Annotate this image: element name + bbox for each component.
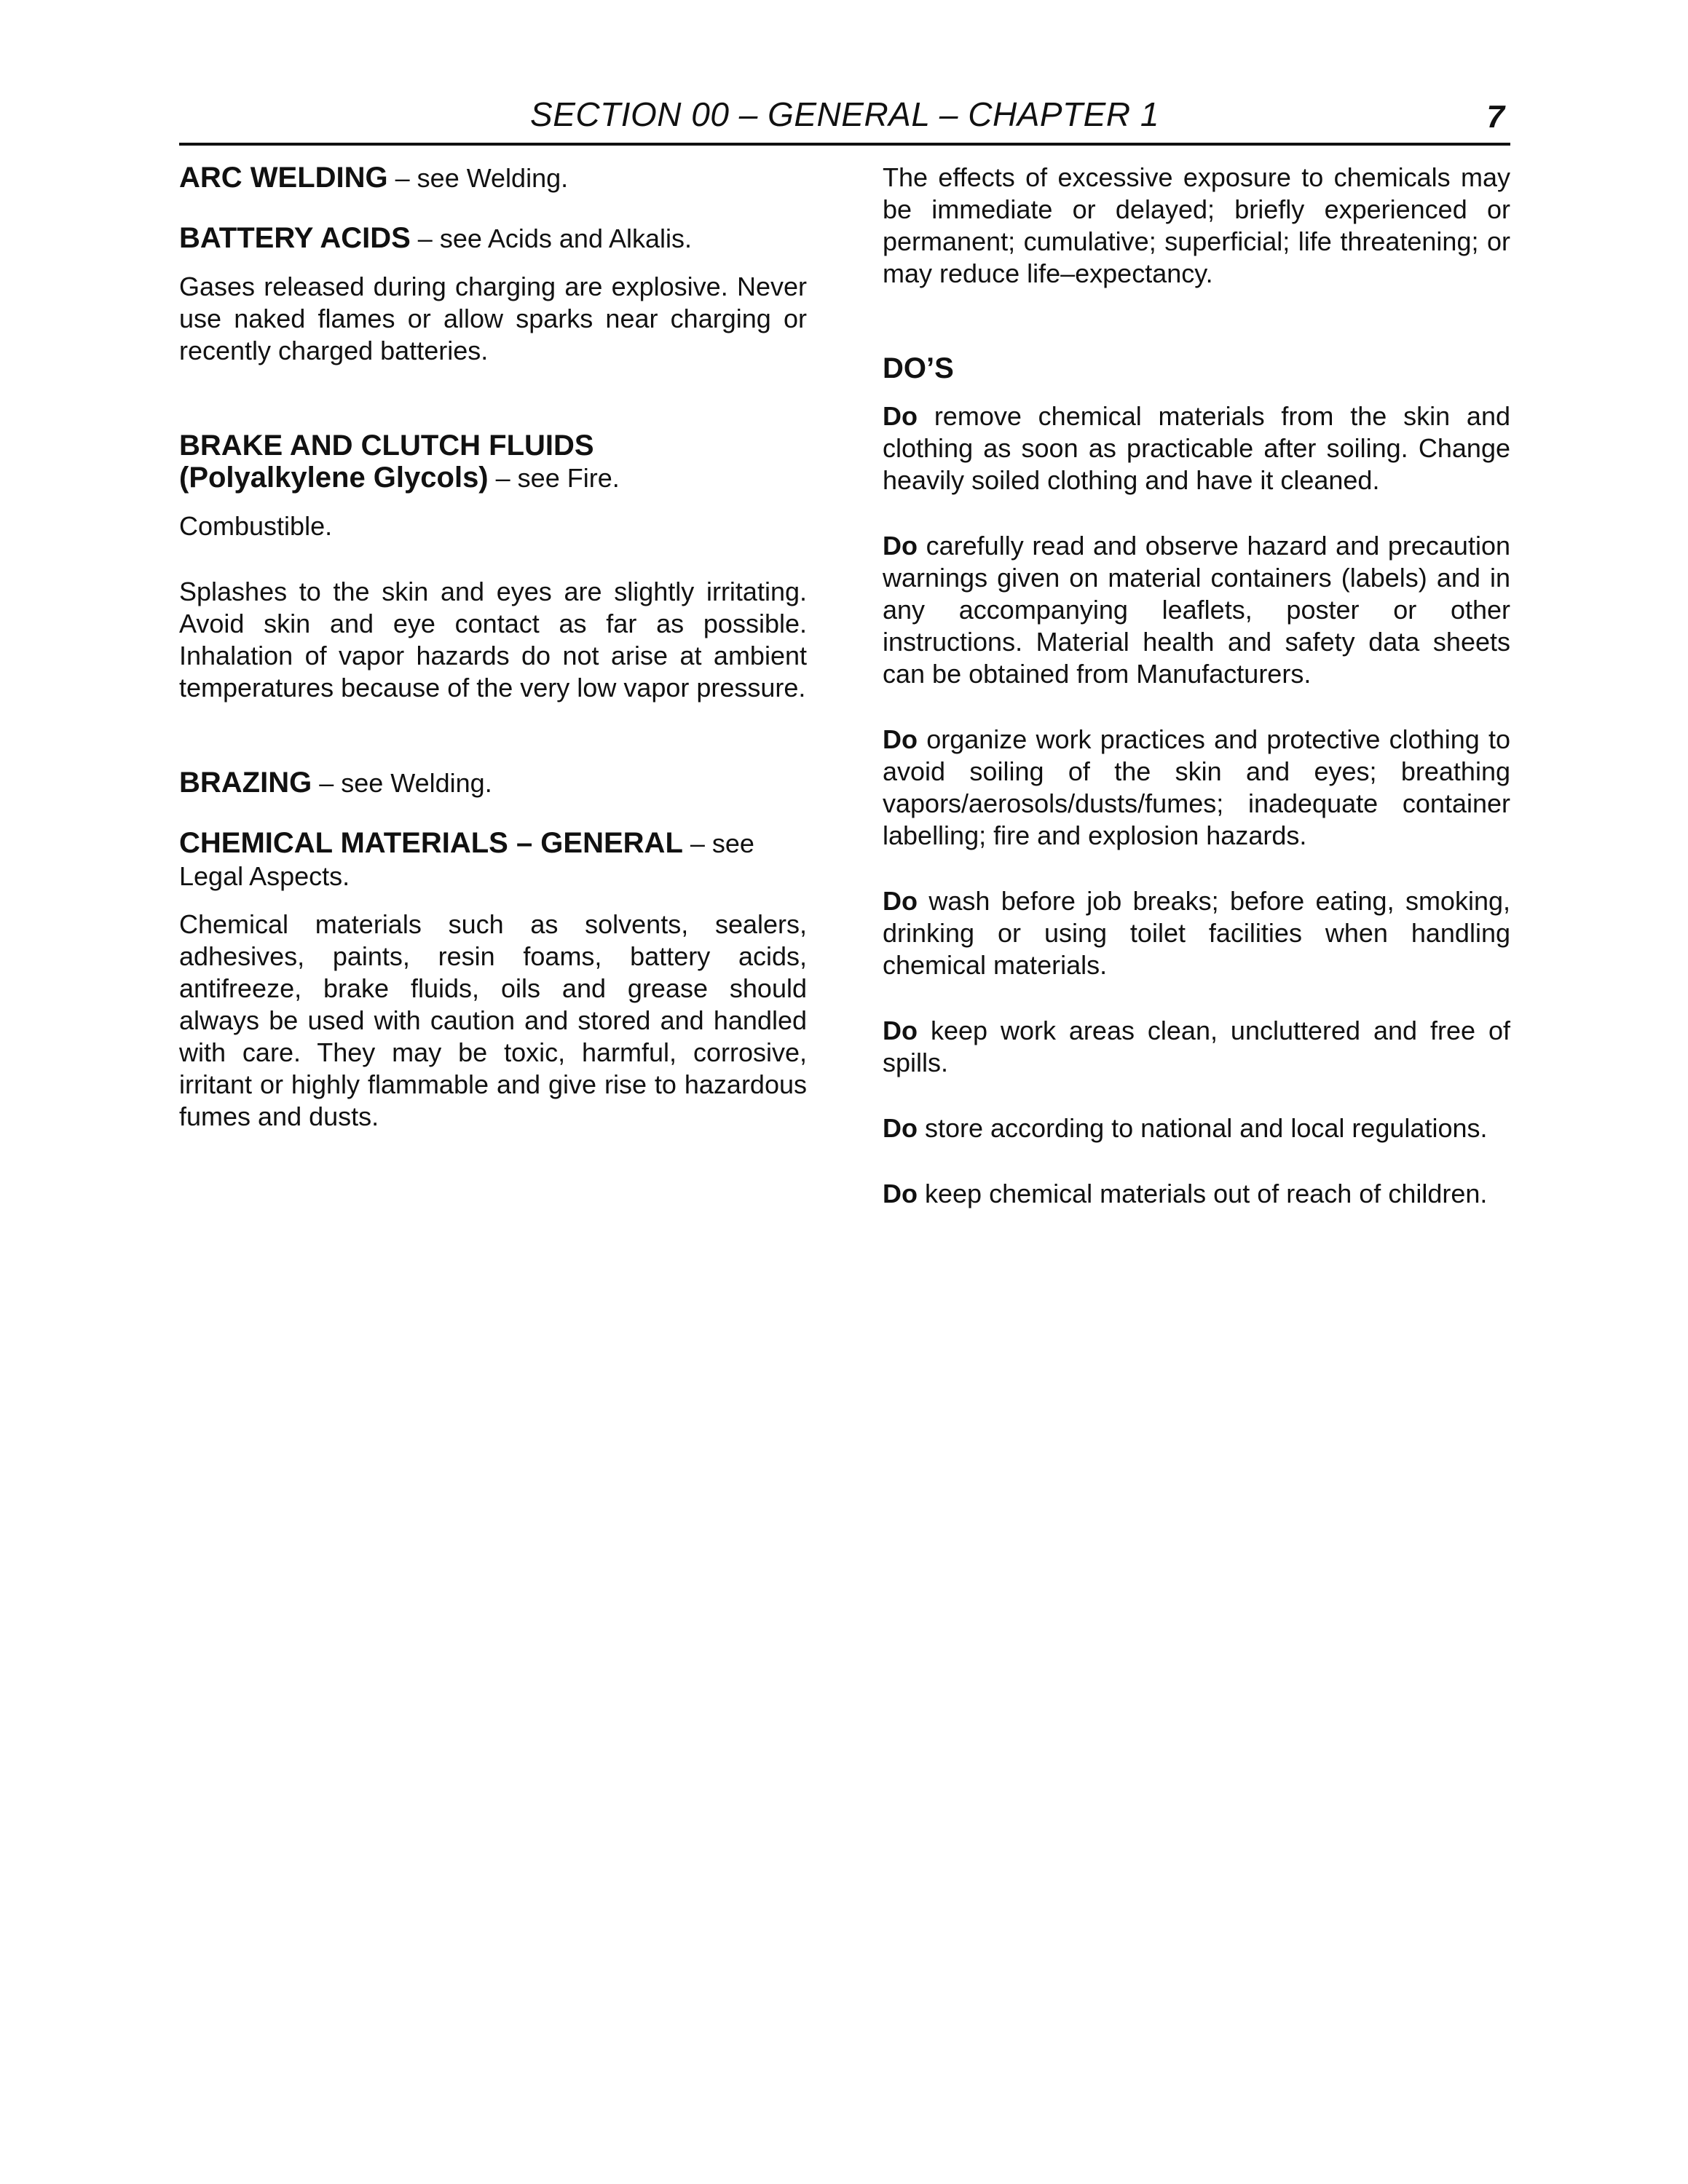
term-brake-fluids-sub: (Polyalkylene Glycols) [179, 462, 489, 494]
page-header [179, 90, 1510, 146]
do-word: Do [883, 886, 918, 916]
term-chemical-materials: CHEMICAL MATERIALS – GENERAL [179, 827, 683, 859]
do-item [883, 1015, 1510, 1079]
entry-arc-welding [179, 162, 807, 194]
do-word: Do [883, 1113, 918, 1143]
term-brake-fluids: BRAKE AND CLUTCH FLUIDS [179, 430, 594, 462]
brake-fluids-text-1: Combustible. [179, 511, 333, 541]
page-number: 7 [1486, 99, 1504, 135]
see-reference: – see Fire. [488, 463, 620, 493]
do-word: Do [883, 531, 918, 561]
do-text: organize work practices and protective clothing to avoid soiling of the skin and eyes; breathing vapors/aerosols/dusts/fumes; inadequate container labelling; fire and explosion hazards. [883, 724, 1510, 850]
left-column [179, 162, 807, 1133]
do-item [883, 530, 1510, 690]
brake-fluids-text-2: Splashes to the skin and eyes are slightly irritating. Avoid skin and eye contact as far as possible. Inhalation of vapor hazards do not arise at ambient temperatures because of the very low vapor pressure. [179, 577, 807, 703]
do-text: store according to national and local regulations. [918, 1113, 1488, 1143]
do-text: wash before job breaks; before eating, smoking, drinking or using toilet facilities when handling chemical materials. [883, 886, 1510, 980]
do-text: carefully read and observe hazard and precaution warnings given on material containers (labels) and in any accompanying leaflets, poster or other instructions. Material health and safety data sheets can be obtained from Manufacturers. [883, 531, 1510, 689]
see-reference: – see Welding. [387, 163, 569, 193]
term-battery-acids: BATTERY ACIDS [179, 222, 411, 254]
section-title: SECTION 00 – GENERAL – CHAPTER 1 [530, 95, 1159, 133]
entry-chemical-materials [179, 827, 807, 893]
battery-acids-text: Gases released during charging are explosive. Never use naked flames or allow sparks near charging or recently charged batteries. [179, 272, 807, 365]
entry-brake-fluids [179, 430, 807, 494]
do-item [883, 885, 1510, 981]
do-word: Do [883, 401, 918, 431]
do-item [883, 724, 1510, 852]
see-reference: – see Welding. [312, 768, 492, 798]
entry-battery-acids [179, 222, 807, 255]
do-text: keep work areas clean, uncluttered and free of spills. [883, 1016, 1510, 1077]
do-word: Do [883, 724, 918, 754]
exposure-effects-text: The effects of excessive exposure to chemicals may be immediate or delayed; briefly experienced or permanent; cumulative; superficial; life threatening; or may reduce life–expectancy. [883, 162, 1510, 288]
see-reference: – see Legal Aspects. [179, 828, 754, 891]
chemical-materials-text: Chemical materials such as solvents, sealers, adhesives, paints, resin foams, battery acids, antifreeze, brake fluids, oils and grease should always be used with caution and stored and handled with care. They may be toxic, harmful, corrosive, irritant or highly flammable and give rise to hazardous fumes and dusts. [179, 909, 807, 1131]
dos-heading: DO’S [883, 352, 954, 384]
see-reference: – see Acids and Alkalis. [410, 223, 693, 253]
do-text: remove chemical materials from the skin and clothing as soon as practicable after soiling. Change heavily soiled clothing and have it cleaned. [883, 401, 1510, 495]
do-item [883, 1112, 1510, 1144]
entry-brazing [179, 767, 807, 799]
do-text: keep chemical materials out of reach of children. [918, 1179, 1488, 1208]
do-word: Do [883, 1179, 918, 1208]
term-brazing: BRAZING [179, 767, 312, 799]
right-column [883, 162, 1510, 1210]
do-item [883, 1178, 1510, 1210]
do-word: Do [883, 1016, 918, 1045]
term-arc-welding: ARC WELDING [179, 162, 388, 194]
do-item [883, 400, 1510, 496]
